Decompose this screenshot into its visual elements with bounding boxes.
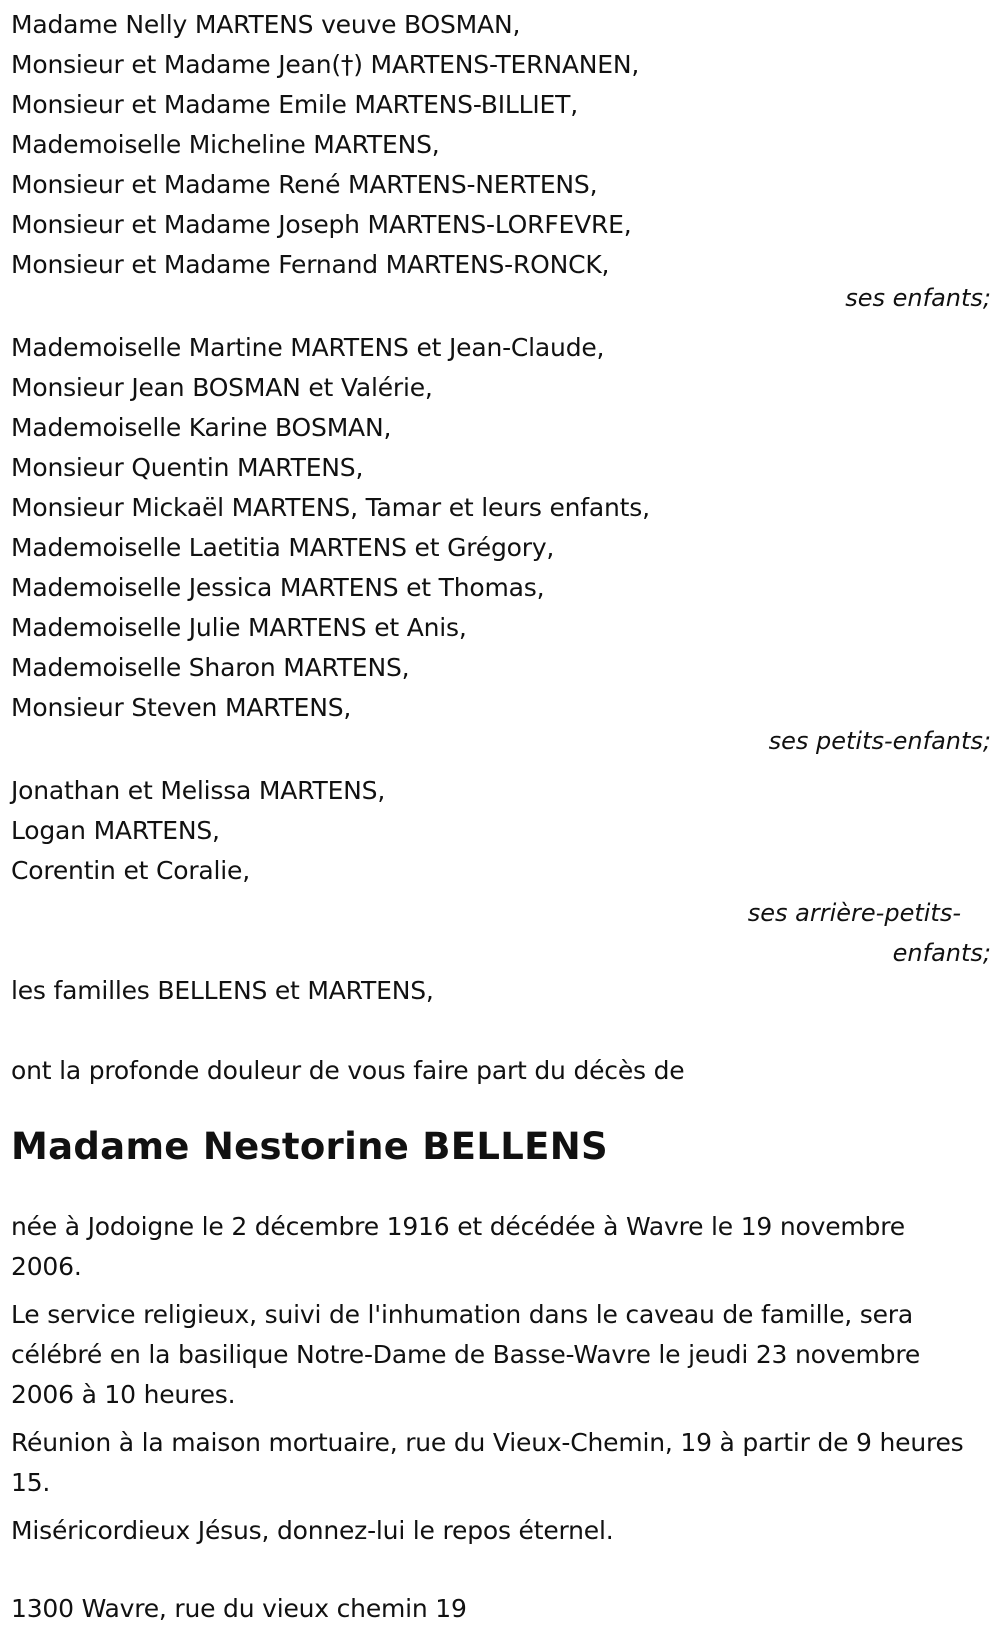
role-line: ses arrière-petits- <box>747 899 961 927</box>
prayer-paragraph: Miséricordieux Jésus, donnez-lui le repos éternel. <box>11 1516 614 1545</box>
birth-death-paragraph: née à Jodoigne le 2 décembre 1916 et décédée à Wavre le 19 novembre 2006. <box>11 1212 905 1281</box>
list-item: Logan MARTENS, <box>11 816 220 845</box>
service-paragraph: Le service religieux, suivi de l'inhumation dans le caveau de famille, sera célébré en la basilique Notre-Dame de Basse-Wavre le jeudi 23 novembre 2006 à 10 heures. <box>11 1300 921 1409</box>
children-role-label: ses enfants; <box>845 284 991 312</box>
great-grandchildren-role-label <box>11 893 991 973</box>
families-line: les familles BELLENS et MARTENS, <box>11 976 434 1005</box>
list-item: Mademoiselle Laetitia MARTENS et Grégory, <box>11 533 555 562</box>
deceased-name: Madame Nestorine BELLENS <box>11 1125 608 1168</box>
list-item: Monsieur et Madame Joseph MARTENS-LORFEVRE, <box>11 210 632 239</box>
list-item: Monsieur et Madame René MARTENS-NERTENS, <box>11 170 598 199</box>
grandchildren-list <box>11 328 991 728</box>
announcement-line: ont la profonde douleur de vous faire part du décès de <box>11 1056 685 1085</box>
role-line: enfants; <box>892 939 991 967</box>
list-item: Monsieur et Madame Emile MARTENS-BILLIET, <box>11 90 578 119</box>
great-grandchildren-list <box>11 771 991 891</box>
reunion-paragraph: Réunion à la maison mortuaire, rue du Vieux-Chemin, 19 à partir de 9 heures 15. <box>11 1428 964 1497</box>
list-item: Monsieur Steven MARTENS, <box>11 693 352 722</box>
list-item: Monsieur et Madame Fernand MARTENS-RONCK, <box>11 250 610 279</box>
list-item: Mademoiselle Jessica MARTENS et Thomas, <box>11 573 545 602</box>
children-list <box>11 5 991 285</box>
address-line: 1300 Wavre, rue du vieux chemin 19 <box>11 1594 467 1623</box>
obituary-notice <box>11 5 991 1629</box>
list-item: Mademoiselle Karine BOSMAN, <box>11 413 392 442</box>
list-item: Monsieur Jean BOSMAN et Valérie, <box>11 373 433 402</box>
list-item: Jonathan et Melissa MARTENS, <box>11 776 386 805</box>
list-item: Mademoiselle Micheline MARTENS, <box>11 130 440 159</box>
list-item: Madame Nelly MARTENS veuve BOSMAN, <box>11 10 521 39</box>
list-item: Mademoiselle Julie MARTENS et Anis, <box>11 613 467 642</box>
list-item: Mademoiselle Martine MARTENS et Jean-Claude, <box>11 333 605 362</box>
list-item: Monsieur Mickaël MARTENS, Tamar et leurs enfants, <box>11 493 650 522</box>
list-item: Monsieur et Madame Jean(†) MARTENS-TERNANEN, <box>11 50 640 79</box>
list-item: Corentin et Coralie, <box>11 856 250 885</box>
list-item: Mademoiselle Sharon MARTENS, <box>11 653 410 682</box>
list-item: Monsieur Quentin MARTENS, <box>11 453 364 482</box>
grandchildren-role-label: ses petits-enfants; <box>768 727 991 755</box>
